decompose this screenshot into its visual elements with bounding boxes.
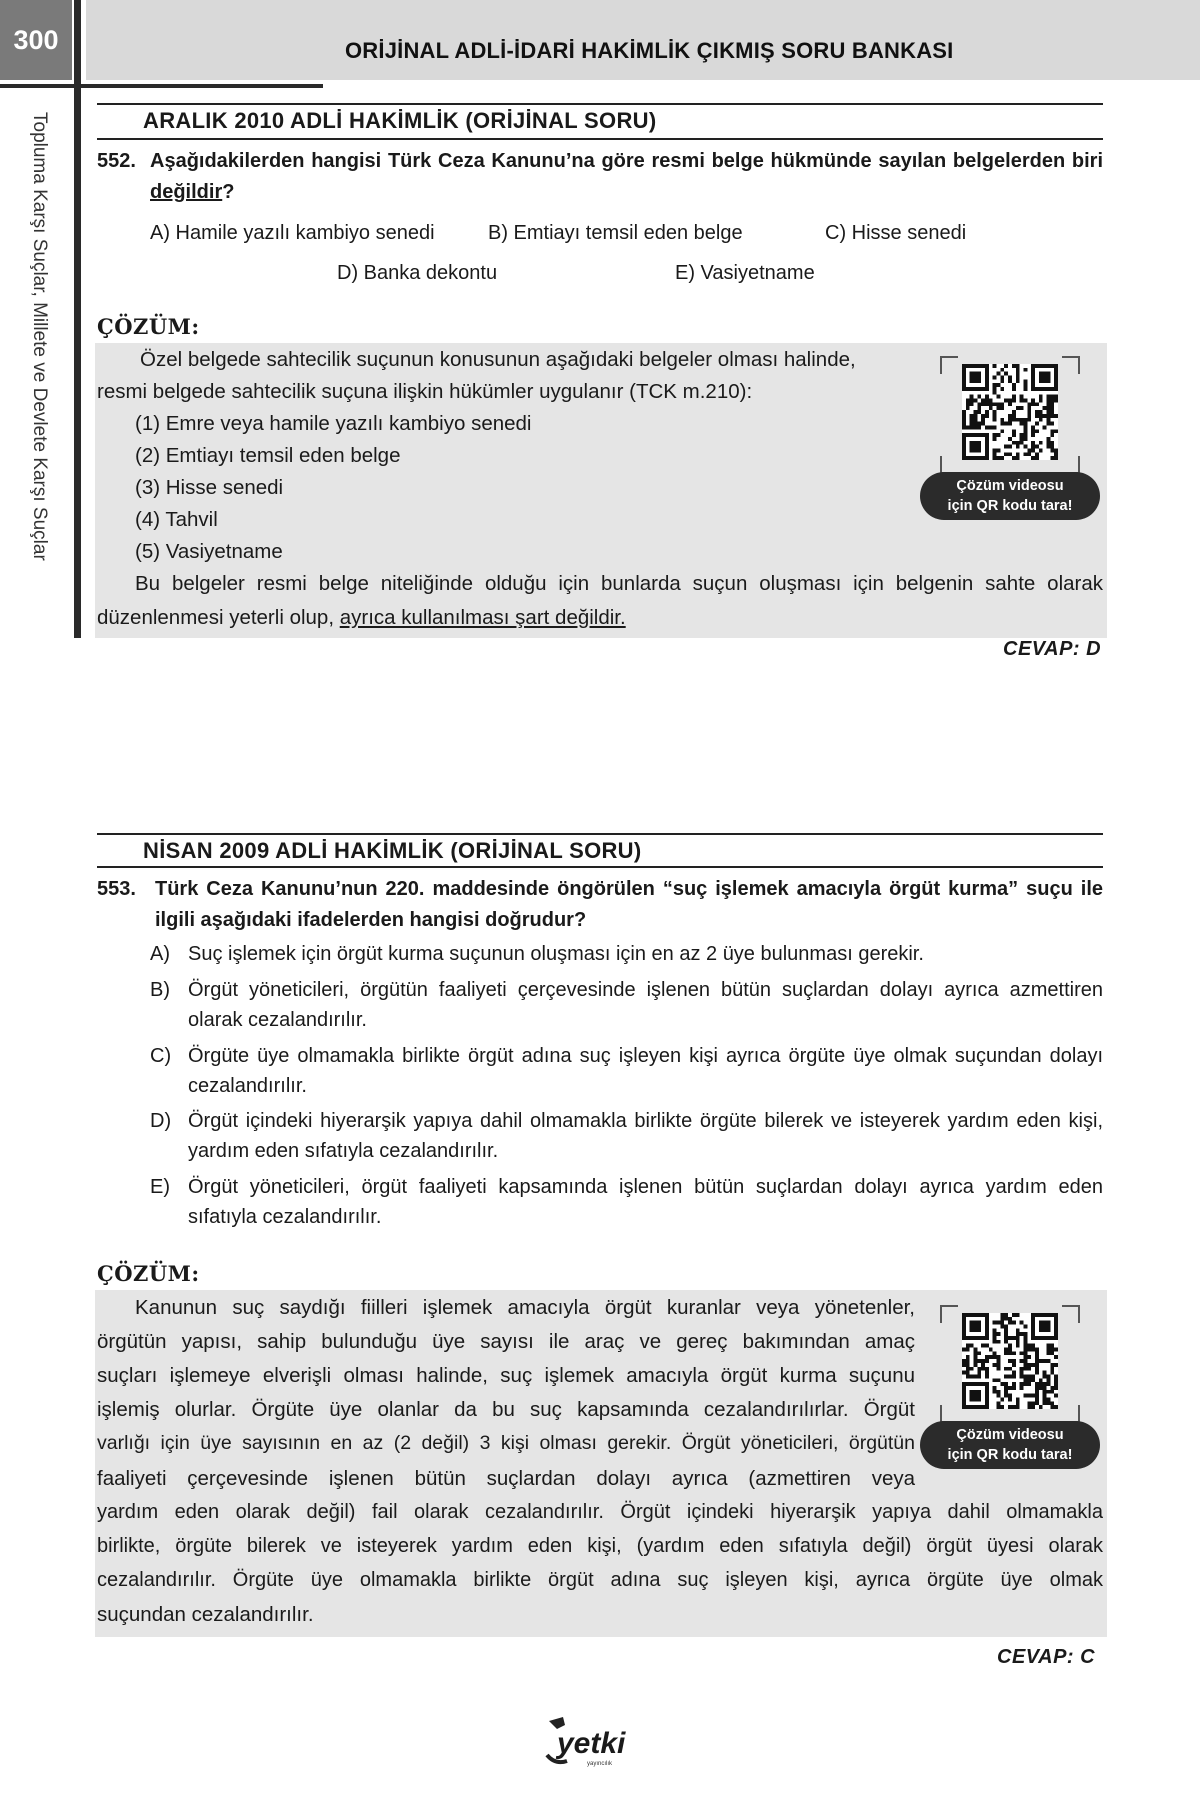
section-rule-top	[97, 103, 1103, 105]
solution-line: varlığı için üye sayısının en az (2 değil) 3 kişi olması gerekir. Örgüt yöneticileri, örgütün	[97, 1432, 915, 1454]
solution-heading: ÇÖZÜM:	[97, 314, 200, 339]
question-number: 552.	[97, 150, 136, 172]
section-rule-top	[97, 833, 1103, 835]
question-553	[0, 874, 1200, 938]
solution-line: yardım eden olarak değil) fail olarak cezalandırılır. Örgüt içindeki hiyerarşik yapıya dahil olmamakla	[97, 1501, 1103, 1523]
solution-line: suçları işlemeye elverişli olması halinde, suç işlemek amacıyla örgüt kurma suçunu	[97, 1364, 915, 1387]
option-row: B) Örgüt yöneticileri, örgütün faaliyeti çerçevesinde işlenen bütün suçlardan dolayı ayrıca azmettiren olarak cezalandırılır.	[150, 979, 1103, 1031]
option-c: C) Hisse senedi	[825, 222, 967, 244]
option-row: E) Örgüt yöneticileri, örgüt faaliyeti kapsamında işlenen bütün suçlardan dolayı ayrıca yardım eden sıfatıyla cezalandırılır.	[150, 1176, 1103, 1228]
question-text: Türk Ceza Kanunu’nun 220. maddesinde öngörülen “suç işlemek amacıyla örgüt kurma” suçu ile ilgili aşağıdaki ifadelerden hangisi doğrudur?	[155, 878, 1103, 931]
solution-line: Özel belgede sahtecilik suçunun konusunun aşağıdaki belgeler olması halinde,	[140, 348, 856, 371]
qr-caption: Çözüm videosu için QR kodu tara!	[920, 472, 1100, 520]
section-rule-bottom	[97, 866, 1103, 868]
qr-caption: Çözüm videosu için QR kodu tara!	[920, 1421, 1100, 1469]
option-a: A) Hamile yazılı kambiyo senedi	[150, 222, 435, 244]
qr-frame	[940, 1305, 1080, 1423]
solution-line: (5) Vasiyetname	[135, 540, 283, 563]
solution-line: birlikte, örgüte bilerek ve isteyerek yardım eden kişi, (yardım eden sıfatıyla değil) örgüt üyesi olarak	[97, 1535, 1103, 1557]
option-row: C) Örgüte üye olmamakla birlikte örgüt adına suç işleyen kişi ayrıca örgüte üye olmak suçundan dolayı cezalandırılır.	[150, 1045, 1103, 1097]
solution-line: işlemiş olurlar. Örgüte üye olanlar da bu suç kapsamında cezalandırılırlar. Örgüt	[97, 1398, 915, 1421]
section-rule-bottom	[97, 138, 1103, 140]
solution-line: (1) Emre veya hamile yazılı kambiyo senedi	[135, 412, 532, 435]
qr-code-icon[interactable]	[962, 1313, 1058, 1409]
qr-frame	[940, 356, 1080, 474]
option-row: A) Suç işlemek için örgüt kurma suçunun oluşması için en az 2 üye bulunması gerekir.	[150, 943, 924, 965]
vertical-chapter-title: Topluma Karşı Suçlar, Millete ve Devlete Karşı Suçlar	[29, 112, 50, 561]
solution-line: cezalandırılır. Örgüte üye olmamakla birlikte örgüt adına suç işleyen kişi, ayrıca örgüte üye olmak	[97, 1569, 1103, 1591]
option-b: B) Emtiayı temsil eden belge	[488, 222, 743, 244]
question-text: Aşağıdakilerden hangisi Türk Ceza Kanunu’na göre resmi belge hükmünde sayılan belgelerden biri değildir?	[150, 150, 1103, 203]
solution-line: suçundan cezalandırılır.	[97, 1603, 314, 1626]
page-number: 300	[0, 0, 72, 80]
question-552	[0, 146, 1200, 210]
qr-block[interactable]	[920, 1305, 1100, 1470]
option-d: D) Banka dekontu	[337, 262, 498, 284]
solution-line: Kanunun suç saydığı fiilleri işlemek amacıyla örgüt kuranlar veya yönetenler,	[135, 1296, 915, 1319]
svg-text:yetki: yetki	[557, 1727, 626, 1760]
solution-line: faaliyeti çerçevesinde işlenen bütün suçlardan dolayı ayrıca (azmettiren veya	[97, 1467, 915, 1490]
solution-line: düzenlenmesi yeterli olup, ayrıca kullanılması şart değildir.	[97, 606, 626, 629]
solution-line: örgütün yapısı, sahip bulunduğu üye sayısı ile araç ve gereç bakımından amaç	[97, 1330, 915, 1353]
book-title: ORİJİNAL ADLİ-İDARİ HAKİMLİK ÇIKMIŞ SORU BANKASI	[345, 38, 954, 63]
section-heading: ARALIK 2010 ADLİ HAKİMLİK (ORİJİNAL SORU)	[143, 108, 657, 133]
side-rule	[74, 0, 81, 638]
solution-line: (2) Emtiayı temsil eden belge	[135, 444, 401, 467]
solution-line: Bu belgeler resmi belge niteliğinde olduğu için bunlarda suçun oluşması için belgenin sahte olarak	[135, 572, 1103, 595]
solution-heading: ÇÖZÜM:	[97, 1261, 200, 1286]
answer-label: CEVAP: D	[1003, 638, 1102, 660]
option-e: E) Vasiyetname	[675, 262, 815, 284]
header-rule	[0, 84, 323, 88]
qr-block[interactable]	[920, 356, 1100, 521]
question-number: 553.	[97, 878, 136, 900]
svg-text:yayıncılık: yayıncılık	[587, 1761, 613, 1767]
solution-line: (4) Tahvil	[135, 508, 218, 531]
solution-line: resmi belgede sahtecilik suçuna ilişkin hükümler uygulanır (TCK m.210):	[97, 380, 753, 403]
answer-label: CEVAP: C	[997, 1646, 1096, 1668]
solution-line: (3) Hisse senedi	[135, 476, 284, 499]
publisher-logo	[535, 1715, 635, 1771]
section-heading: NİSAN 2009 ADLİ HAKİMLİK (ORİJİNAL SORU)	[143, 838, 642, 863]
option-row: D) Örgüt içindeki hiyerarşik yapıya dahil olmamakla birlikte örgüte bilerek ve isteyerek yardım eden kişi, yardım eden sıfatıyla cezalandırılır.	[150, 1110, 1103, 1162]
qr-code-icon[interactable]	[962, 364, 1058, 460]
